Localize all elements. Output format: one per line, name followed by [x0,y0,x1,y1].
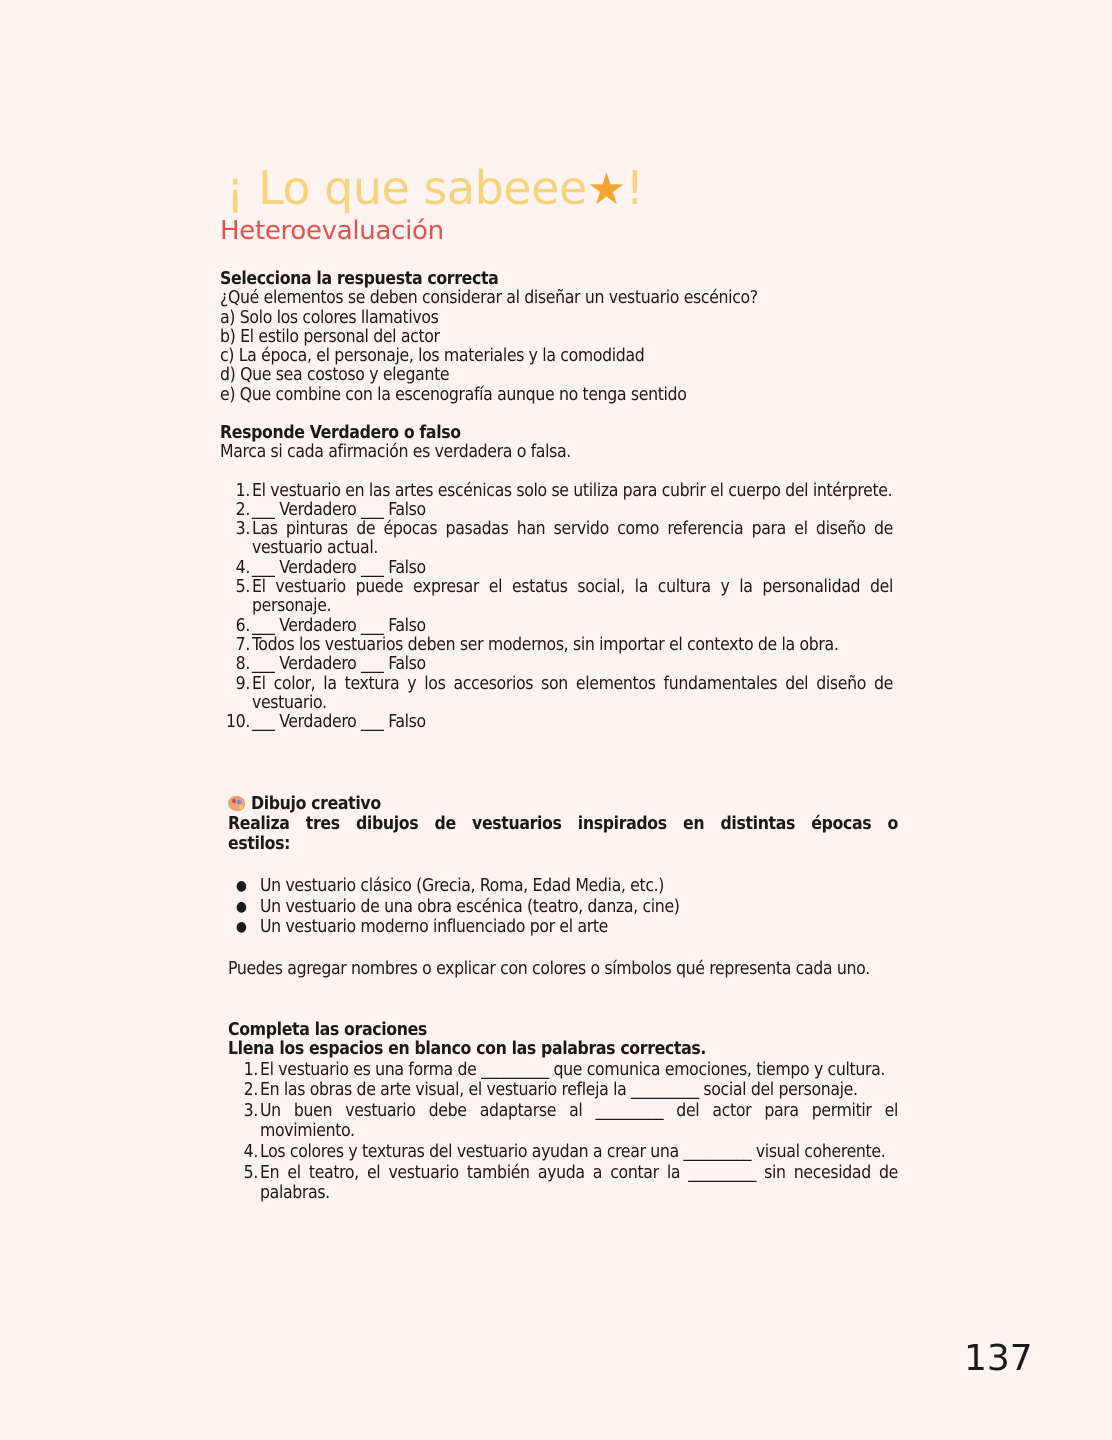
fill-blank-item [228,1060,898,1081]
page-title [226,158,644,220]
section-heading: Completa las oraciones [228,1020,427,1040]
item-number: 3. [243,1100,258,1121]
page-number: 137 [964,1338,1033,1379]
section-heading: Selecciona la respuesta correcta [220,269,499,289]
creative-drawing-section [228,795,898,979]
title-end: ! [625,161,644,215]
section-instruction: Realiza tres dibujos de vestuarios inspirados en distintas épocas o estilos: [228,814,898,855]
section-heading: Responde Verdadero o falso [220,423,461,443]
item-number: 1. [235,480,250,501]
option-c: c) La época, el personaje, los materiales y la comodidad [220,346,645,367]
true-false-section [220,424,893,732]
item-text: ___ Verdadero ___ Falso [252,557,426,578]
true-false-item [220,501,893,520]
star-icon: ★ [586,164,626,215]
item-number: 5. [235,577,250,598]
fill-blank-item [228,1163,898,1204]
item-number: 5. [243,1162,258,1183]
option-a: a) Solo los colores llamativos [220,307,439,328]
item-text: Un buen vestuario debe adaptarse al _________ del actor para permitir el movimiento. [260,1100,898,1142]
option-b: b) El estilo personal del actor [220,326,440,347]
section-note: Puedes agregar nombres o explicar con colores o símbolos qué representa cada uno. [228,958,870,979]
item-text: Los colores y texturas del vestuario ayudan a crear una _________ visual coherente. [260,1141,886,1162]
fill-blanks-section [228,1021,898,1204]
item-text: En el teatro, el vestuario también ayuda a contar la _________ sin necesidad de palabras. [260,1162,898,1204]
item-number: 2. [243,1080,258,1101]
true-false-item [220,675,893,714]
bullet-icon: ● [236,898,247,915]
item-text: ___ Verdadero ___ Falso [252,615,426,636]
item-number: 1. [243,1059,258,1080]
section-instruction: Marca si cada afirmación es verdadera o falsa. [220,442,571,463]
item-number: 4. [235,557,250,578]
bullet-item [228,897,898,918]
item-text: El vestuario en las artes escénicas solo se utiliza para cubrir el cuerpo del intérprete. [252,480,893,501]
bullet-icon: ● [236,878,247,895]
section-heading-row [228,795,898,814]
true-false-item [220,482,893,501]
fill-blank-item [228,1142,898,1163]
palette-icon [228,796,245,811]
true-false-list [220,482,893,733]
true-false-item [220,655,893,674]
section-instruction: Llena los espacios en blanco con las palabras correctas. [228,1039,707,1060]
fill-blank-item [228,1101,898,1142]
option-d: d) Que sea costoso y elegante [220,365,450,386]
true-false-item [220,713,893,732]
true-false-item [220,617,893,636]
fill-blank-item [228,1080,898,1101]
question-text: ¿Qué elementos se deben considerar al diseñar un vestuario escénico? [220,288,758,309]
bullet-list [228,876,898,938]
option-e: e) Que combine con la escenografía aunque no tenga sentido [220,384,687,405]
section-heading: Dibujo creativo [251,794,381,814]
item-number: 7. [235,634,250,655]
item-text: En las obras de arte visual, el vestuario refleja la _________ social del personaje. [260,1080,858,1101]
item-text: El vestuario puede expresar el estatus social, la cultura y la personalidad del personaje. [252,577,893,617]
true-false-item [220,559,893,578]
item-number: 8. [235,654,250,675]
item-text: El vestuario es una forma de _________ que comunica emociones, tiempo y cultura. [260,1059,886,1080]
bullet-item [228,917,898,938]
item-number: 6. [235,615,250,636]
item-text: ___ Verdadero ___ Falso [252,499,426,520]
true-false-item [220,578,893,617]
bullet-text: Un vestuario clásico (Grecia, Roma, Edad Media, etc.) [260,876,665,897]
item-number: 9. [235,673,250,694]
item-number: 4. [243,1141,258,1162]
true-false-item [220,636,893,655]
item-number: 3. [235,519,250,540]
item-number: 2. [235,499,250,520]
bullet-text: Un vestuario moderno influenciado por el arte [260,917,609,938]
title-text: ¡ Lo que sabeee [226,161,587,215]
bullet-text: Un vestuario de una obra escénica (teatro, danza, cine) [260,896,680,917]
multiple-choice-section [220,270,900,405]
item-text: Todos los vestuarios deben ser modernos, sin importar el contexto de la obra. [252,634,839,655]
page-subtitle: Heteroevaluación [220,216,444,246]
bullet-item [228,876,898,897]
bullet-icon: ● [236,919,247,936]
item-text: El color, la textura y los accesorios son elementos fundamentales del diseño de vestuario. [252,673,893,713]
item-number: 10. [226,712,250,733]
true-false-item [220,520,893,559]
item-text: Las pinturas de épocas pasadas han servido como referencia para el diseño de vestuario actual. [252,519,893,559]
fill-blanks-list [228,1060,898,1204]
item-text: ___ Verdadero ___ Falso [252,654,426,675]
item-text: ___ Verdadero ___ Falso [252,712,426,733]
